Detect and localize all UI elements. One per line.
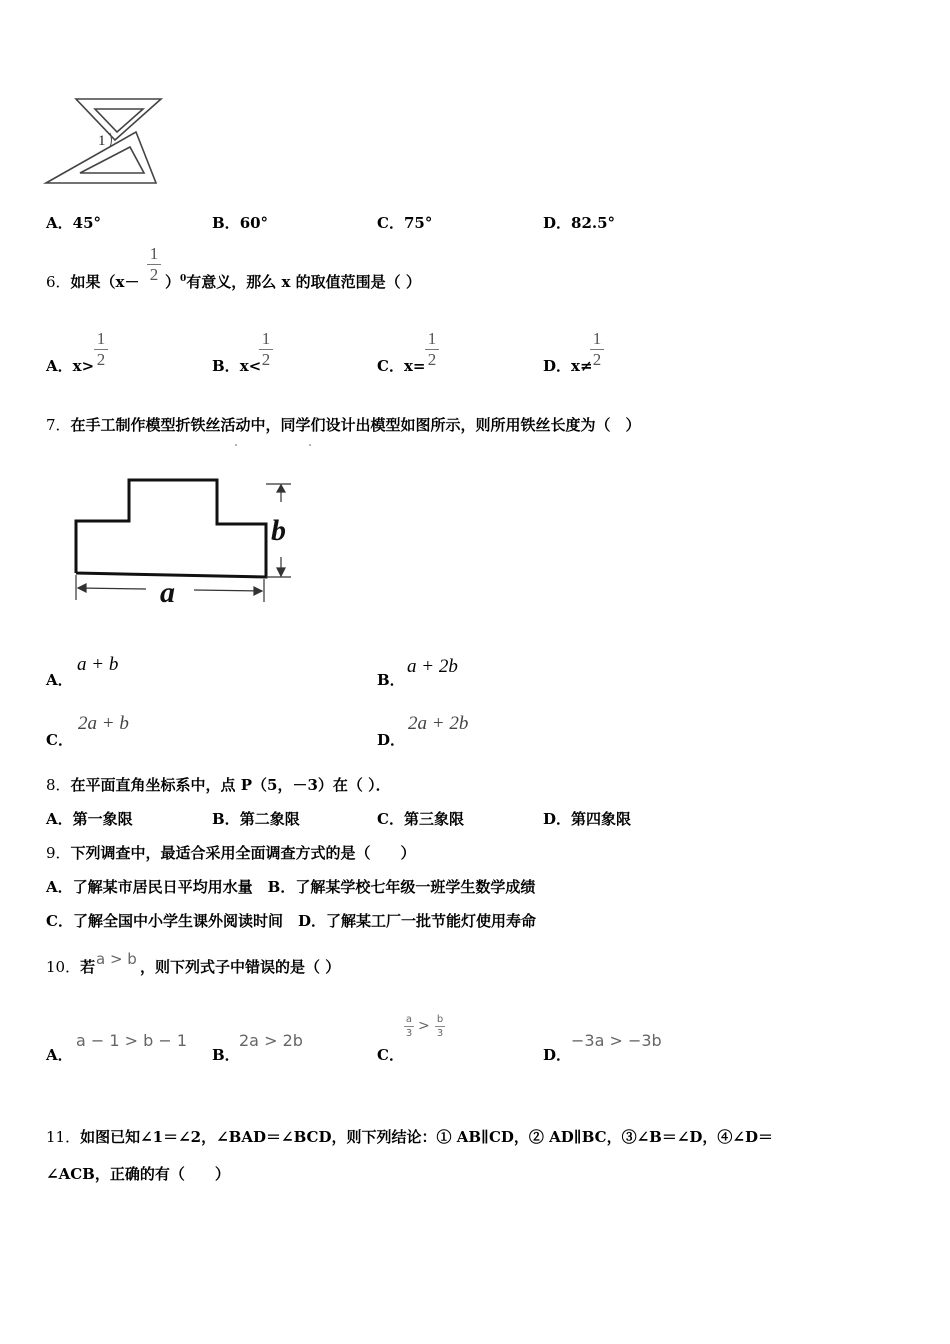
angle-1-label: 1 xyxy=(98,133,106,149)
wire-outline xyxy=(76,480,266,577)
q6-option-c[interactable]: C．x= xyxy=(377,357,426,375)
q7-option-a[interactable]: A． xyxy=(46,671,73,689)
q6-option-b[interactable]: B．x< xyxy=(212,357,262,375)
q7-stem: 7．在手工制作模型折铁丝活动中，同学们设计出模型如图所示，则所用铁丝长度为（ ） xyxy=(46,416,641,434)
q7-option-b[interactable]: B． xyxy=(377,671,405,689)
q7-option-c[interactable]: C． xyxy=(46,731,73,749)
q6-option-a[interactable]: A．x> xyxy=(46,357,95,375)
q8-option-b[interactable]: B．第二象限 xyxy=(212,810,300,828)
q6-option-b-fraction: 1 2 xyxy=(258,330,274,369)
q10-option-b[interactable]: B． xyxy=(212,1046,240,1064)
q10-option-a[interactable]: A． xyxy=(46,1046,73,1064)
q8-option-a[interactable]: A．第一象限 xyxy=(46,810,133,828)
q10-option-d-expr: −3a > −3b xyxy=(571,1031,662,1050)
bottom-triangle-inner xyxy=(80,147,144,173)
q5-option-b[interactable]: B．60° xyxy=(212,214,269,232)
q11-stem-line-2: ∠ACB，正确的有（ ） xyxy=(46,1165,230,1183)
q7-option-b-expr: a + 2b xyxy=(407,656,458,677)
q9-stem: 9．下列调查中，最适合采用全面调查方式的是（ ） xyxy=(46,844,416,862)
q9-options-line-1[interactable]: A．了解某市居民日平均用水量 B．了解某学校七年级一班学生数学成绩 xyxy=(46,878,536,896)
q9-options-line-2[interactable]: C．了解全国中小学生课外阅读时间 D．了解某工厂一批节能灯使用寿命 xyxy=(46,912,536,930)
q6-stem-fraction: 1 2 xyxy=(146,245,162,284)
q8-option-c[interactable]: C．第三象限 xyxy=(377,810,464,828)
q10-option-b-expr: 2a > 2b xyxy=(239,1031,303,1050)
q5-option-d[interactable]: D．82.5° xyxy=(543,214,616,232)
q10-option-c-frac-a: a 3 xyxy=(405,1014,413,1039)
q10-stem-rest: ，则下列式子中错误的是（ ） xyxy=(140,958,341,976)
q10-condition: a > b xyxy=(96,950,137,968)
q5-triangles-figure xyxy=(40,95,170,190)
top-triangle-outer xyxy=(76,99,161,140)
q6-option-d-fraction: 1 2 xyxy=(589,330,605,369)
q8-stem: 8．在平面直角坐标系中，点 P（5，－3）在（ ）． xyxy=(46,776,391,794)
label-a: a xyxy=(160,576,175,609)
q6-option-d[interactable]: D．x≠ xyxy=(543,357,593,375)
q11-stem-line-1: 11．如图已知∠1＝∠2，∠BAD＝∠BCD，则下列结论：① AB∥CD，② AD∥BC，③∠B＝∠D，④∠D＝ xyxy=(46,1128,773,1146)
q7-option-c-expr: 2a + b xyxy=(78,713,129,734)
q10-stem-start: 10．若 xyxy=(46,958,96,976)
q6-option-a-fraction: 1 2 xyxy=(93,330,109,369)
q6-option-c-fraction: 1 2 xyxy=(424,330,440,369)
q5-option-c[interactable]: C．75° xyxy=(377,214,433,232)
q6-stem: 6．如果（x－ xyxy=(46,273,140,291)
q7-option-d[interactable]: D． xyxy=(377,731,406,749)
q7-wire-model-figure xyxy=(66,440,316,610)
q5-option-a[interactable]: A．45° xyxy=(46,214,102,232)
q10-option-d[interactable]: D． xyxy=(543,1046,572,1064)
q8-option-d[interactable]: D．第四象限 xyxy=(543,810,632,828)
q10-option-c-op: > xyxy=(418,1018,430,1034)
label-b: b xyxy=(271,514,286,547)
q10-option-c-frac-b: b 3 xyxy=(436,1014,444,1039)
q10-option-c[interactable]: C． xyxy=(377,1046,404,1064)
q6-stem-rest: ）$^0$有意义，那么 x 的取值范围是（ ） xyxy=(165,273,421,291)
q7-option-d-expr: 2a + 2b xyxy=(408,713,469,734)
q10-option-a-expr: a − 1 > b − 1 xyxy=(76,1031,188,1050)
q7-option-a-expr: a + b xyxy=(77,654,119,675)
